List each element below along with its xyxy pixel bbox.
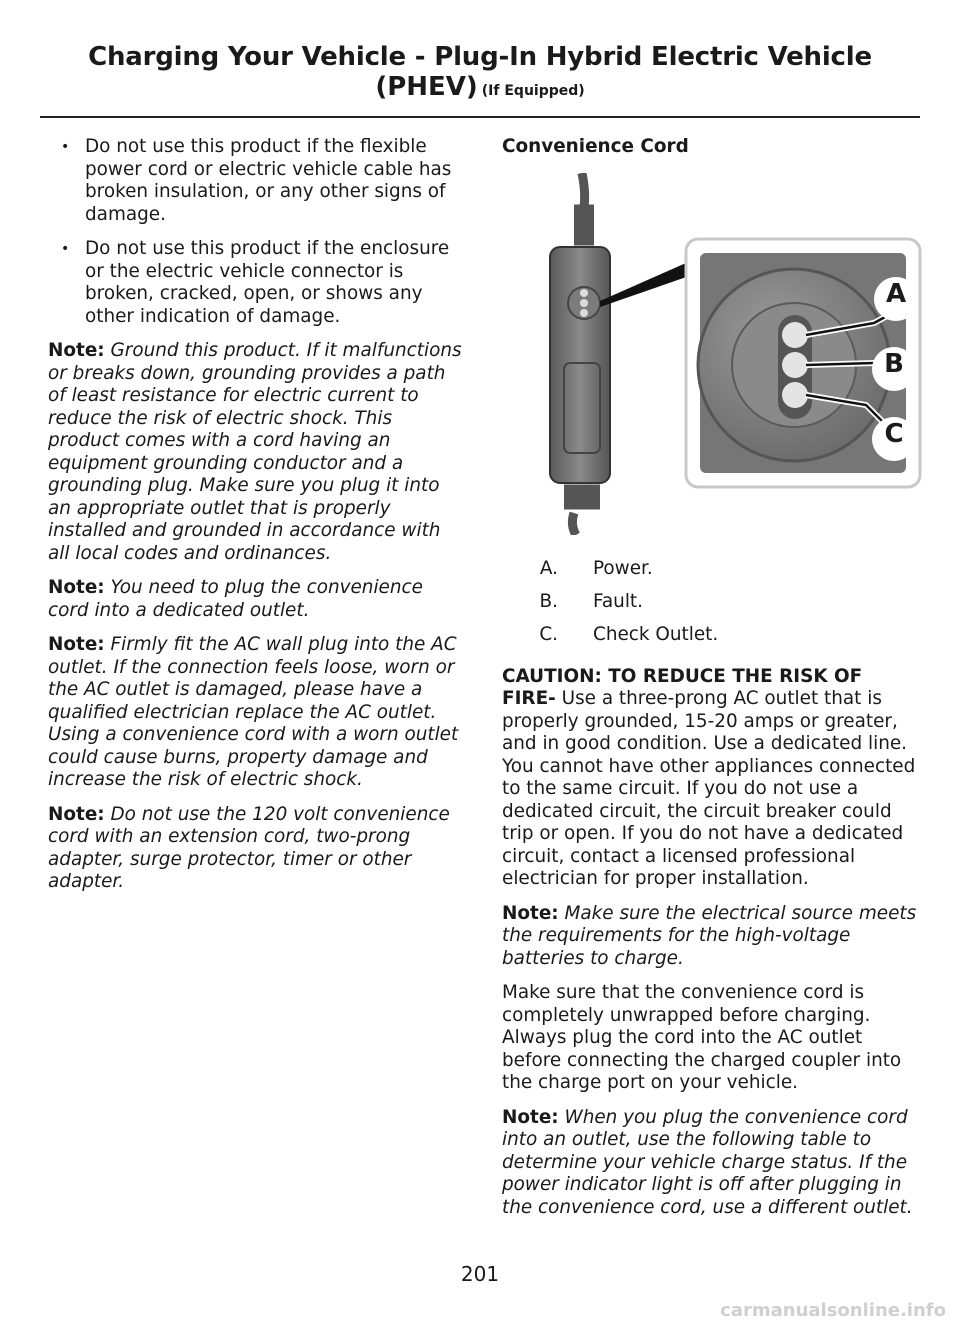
note-text: When you plug the convenience cord into an outlet, use the following table to determine your vehicle charge status. If the power indicator light is off after plugging in the convenience cord, use a different outlet. <box>502 1106 913 1218</box>
body-paragraph: Make sure that the convenience cord is completely unwrapped before charging. Always plug the cord into the AC outlet before connecting the charged coupler into the charge port on your vehicle. <box>502 982 902 1093</box>
cable-top <box>574 173 594 241</box>
caution-text: Use a three-prong AC outlet that is properly grounded, 15-20 amps or greater, and in good condition. Use a dedicated line. You cannot have other appliances connected to the same circuit. If you do not use a dedicated circuit, the circuit breaker could trip or open. If you do not have a dedicated circuit, contact a licensed professional electrician for proper installation. <box>502 688 916 889</box>
note <box>502 903 920 971</box>
page-title-suffix: (If Equipped) <box>481 83 585 99</box>
page-title: Charging Your Vehicle - Plug-In Hybrid Electric Vehicle <box>88 42 872 72</box>
bullet-text: Do not use this product if the enclosure or the electric vehicle connector is broken, cracked, open, or shows any other indication of damage. <box>85 238 450 327</box>
legend-value: Check Outlet. <box>593 623 719 645</box>
legend-key: C. <box>539 623 558 645</box>
note <box>48 804 462 894</box>
legend-item <box>502 619 920 652</box>
watermark: carmanualsonline.info <box>720 1300 946 1321</box>
convenience-cord-figure <box>514 173 922 535</box>
bullet-dot-icon: • <box>61 139 70 155</box>
note <box>48 340 462 565</box>
right-column <box>502 136 920 1231</box>
bullet-dot-icon: • <box>61 241 70 257</box>
figure-label-c: C <box>884 418 904 449</box>
legend-item <box>502 553 920 586</box>
note-text: Firmly fit the AC wall plug into the AC outlet. If the connection feels loose, worn or the AC outlet is damaged, please have a qualified electrician replace the AC outlet. Using a convenience cord with a worn outlet could cause burns, property damage and increase the risk of electric shock. <box>48 634 459 790</box>
bullet-item <box>48 238 462 328</box>
legend-value: Fault. <box>593 590 643 612</box>
page-header <box>40 42 920 106</box>
figure-legend <box>502 553 920 652</box>
note-label: Note: <box>502 1106 559 1128</box>
legend-key: A. <box>539 557 558 579</box>
caution-paragraph <box>502 666 920 891</box>
note <box>502 1107 920 1220</box>
note-label: Note: <box>48 803 105 825</box>
bullet-item <box>48 136 462 226</box>
convenience-cord-illustration <box>514 173 922 535</box>
note-text: You need to plug the convenience cord into a dedicated outlet. <box>48 577 423 621</box>
bullet-text: Do not use this product if the flexible power cord or electric vehicle cable has broken insulation, or any other signs of damage. <box>85 136 452 225</box>
note-text: Do not use the 120 volt convenience cord with an extension cord, two-prong adapter, surge protector, timer or other adapter. <box>48 803 450 892</box>
left-column <box>48 136 462 906</box>
note-text: Make sure the electrical source meets the requirements for the high-voltage batteries to charge. <box>502 902 917 969</box>
note-label: Note: <box>48 340 105 361</box>
header-rule <box>40 116 920 118</box>
page-number: 201 <box>460 1262 500 1286</box>
page-title-phev: (PHEV) <box>375 72 478 102</box>
legend-value: Power. <box>593 557 653 579</box>
note-label: Note: <box>502 902 559 924</box>
note <box>48 577 462 622</box>
figure-label-b: B <box>884 348 904 379</box>
figure-label-a: A <box>885 278 907 309</box>
legend-item <box>502 586 920 619</box>
caution-label: CAUTION: TO REDUCE THE RISK OF FIRE- <box>502 665 863 709</box>
note-text: Ground this product. If it malfunctions or breaks down, grounding provides a path of least resistance for electric current to reduce the risk of electric shock. This product comes with a cord having an equipment grounding conductor and a grounding plug. Make sure you plug it into an appropriate outlet that is properly installed and grounded in accordance with all local codes and ordinances. <box>48 340 462 564</box>
note-label: Note: <box>48 577 105 598</box>
legend-key: B. <box>539 590 558 612</box>
note-label: Note: <box>48 634 105 655</box>
section-heading: Convenience Cord <box>502 136 689 157</box>
page-title-line2 <box>40 72 920 106</box>
note <box>48 634 462 792</box>
